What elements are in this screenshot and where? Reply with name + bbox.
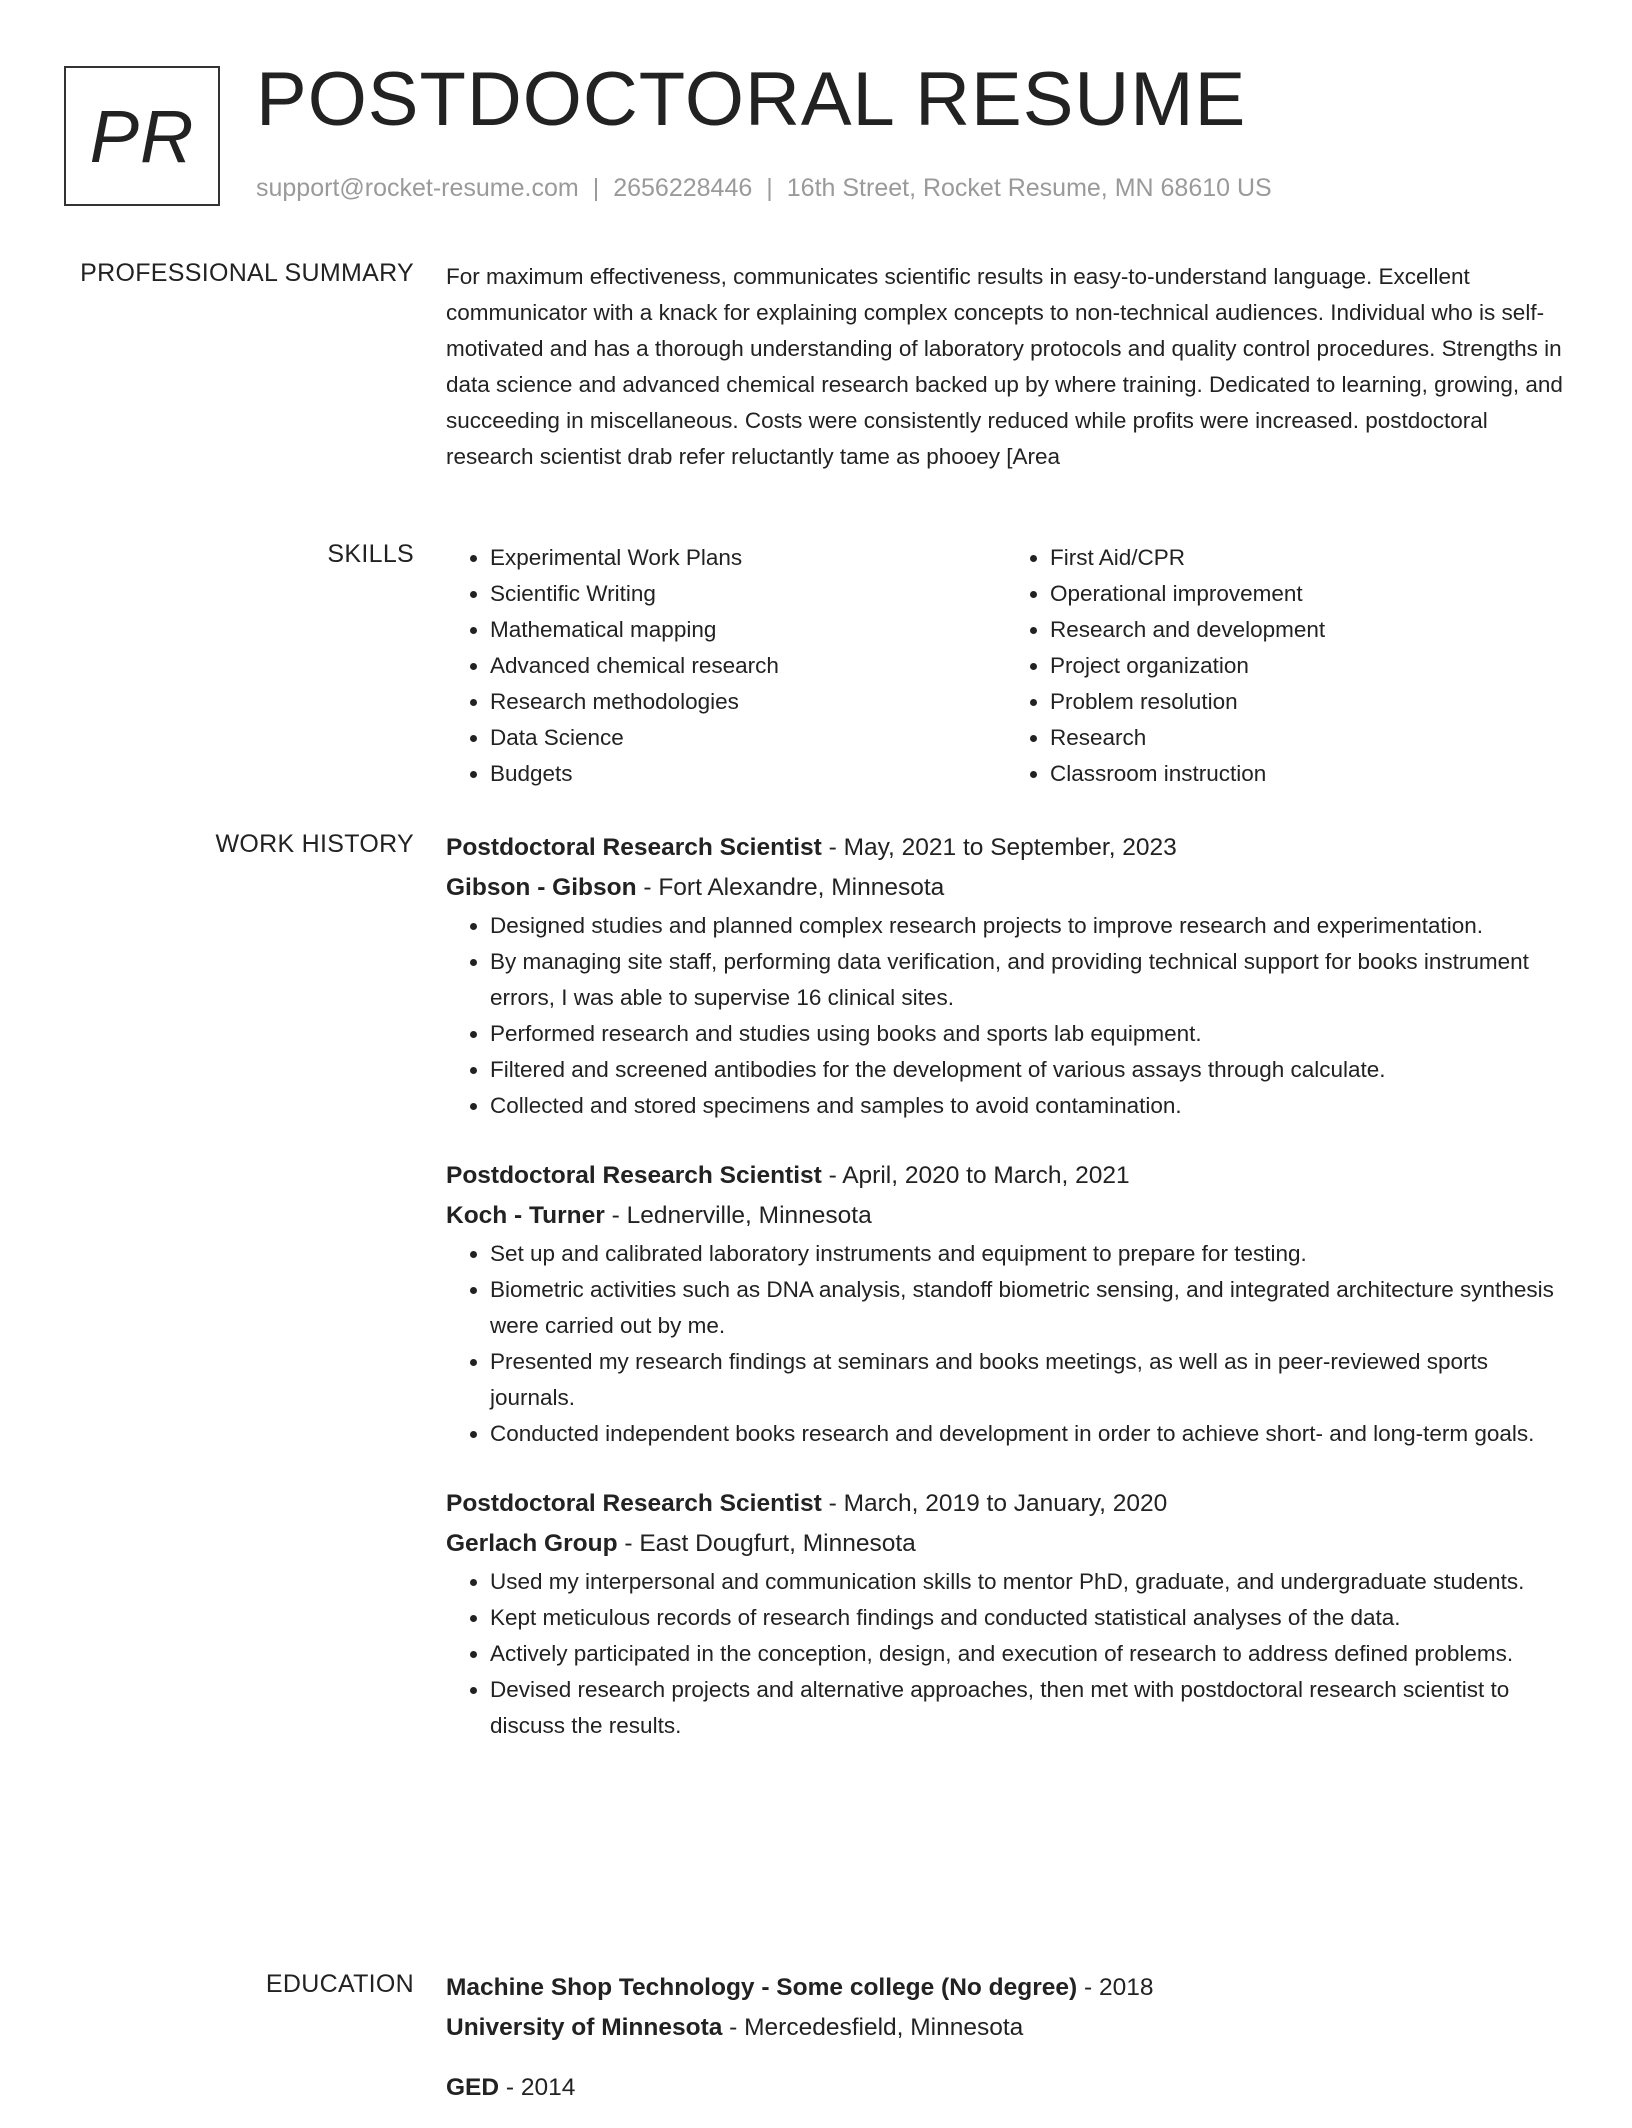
- job-bullet: • Used my interpersonal and communication skills to mentor PhD, graduate, and undergraduate students.: [490, 1564, 1566, 1600]
- education-school: University of Minnesota: [446, 2014, 723, 2041]
- education-body: [446, 1968, 1566, 2128]
- education-degree-line: [446, 1968, 1566, 2008]
- education-year: - 2018: [1077, 1974, 1154, 2001]
- job-bullet: • By managing site staff, performing data verification, and providing technical support for books instrument errors, I was able to supervise 16 clinical sites.: [490, 944, 1566, 1016]
- contact-phone[interactable]: 2656228446: [613, 174, 753, 202]
- job-location: - East Dougfurt, Minnesota: [617, 1530, 916, 1557]
- job-location: - Fort Alexandre, Minnesota: [636, 874, 945, 901]
- job-bullet: • Actively participated in the conception, design, and execution of research to address defined problems.: [490, 1636, 1566, 1672]
- education-year: - 2014: [499, 2074, 576, 2101]
- contact-separator: |: [592, 174, 600, 202]
- skills-columns: [446, 540, 1566, 792]
- skill-item: • Operational improvement: [1050, 576, 1566, 612]
- job-title: Postdoctoral Research Scientist: [446, 1162, 822, 1189]
- job-company-line: [446, 868, 1566, 908]
- skill-item: • Mathematical mapping: [490, 612, 1006, 648]
- job-bullet: • Filtered and screened antibodies for the development of various assays through calculate.: [490, 1052, 1566, 1088]
- job-company-line: [446, 1524, 1566, 1564]
- job-entry: [446, 1484, 1566, 1744]
- education-heading: EDUCATION: [265, 1970, 414, 1998]
- skill-item: • First Aid/CPR: [1050, 540, 1566, 576]
- job-entry: [446, 828, 1566, 1124]
- job-bullet: • Devised research projects and alternative approaches, then met with postdoctoral research scientist to discuss the results.: [490, 1672, 1566, 1744]
- skill-item: • Research methodologies: [490, 684, 1006, 720]
- education-entry: [446, 2068, 1566, 2108]
- skill-item: • Research: [1050, 720, 1566, 756]
- skill-item: • Budgets: [490, 756, 1006, 792]
- job-dates: - May, 2021 to September, 2023: [821, 834, 1177, 861]
- education-location: - Mercedesfield, Minnesota: [722, 2014, 1024, 2041]
- job-bullet: • Set up and calibrated laboratory instruments and equipment to prepare for testing.: [490, 1236, 1566, 1272]
- education-entry: [446, 1968, 1566, 2048]
- job-bullet: • Performed research and studies using books and sports lab equipment.: [490, 1016, 1566, 1052]
- contact-separator: |: [766, 174, 773, 202]
- job-dates: - April, 2020 to March, 2021: [821, 1162, 1130, 1189]
- skill-item: • Research and development: [1050, 612, 1566, 648]
- job-bullet: • Collected and stored specimens and samples to avoid contamination.: [490, 1088, 1566, 1124]
- education-degree: Machine Shop Technology - Some college (No degree): [446, 1974, 1078, 2001]
- summary-text: For maximum effectiveness, communicates scientific results in easy-to-understand language. Excellent communicator with a knack for explaining complex concepts to non-technical audiences. Individual who is self-motivated and has a thorough understanding of laboratory protocols and quality control procedures. Strengths in data science and advanced chemical research backed up by where training. Dedicated to learning, growing, and succeeding in miscellaneous. Costs were consistently reduced while profits were increased. postdoctoral research scientist drab refer reluctantly tame as phooey [Area: [446, 264, 1563, 469]
- skills-heading: SKILLS: [327, 540, 414, 568]
- job-title-line: [446, 1484, 1566, 1524]
- job-company-line: [446, 1196, 1566, 1236]
- job-title-line: [446, 828, 1566, 868]
- skills-body: [446, 540, 1566, 792]
- job-bullet-list: [446, 908, 1566, 1124]
- contact-address: 16th Street, Rocket Resume, MN 68610 US: [786, 174, 1272, 202]
- skill-item: • Problem resolution: [1050, 684, 1566, 720]
- job-bullet-list: [446, 1564, 1566, 1744]
- contact-email[interactable]: support@rocket-resume.com: [256, 174, 579, 202]
- skill-item: • Scientific Writing: [490, 576, 1006, 612]
- job-bullet: • Designed studies and planned complex research projects to improve research and experimentation.: [490, 908, 1566, 944]
- job-dates: - March, 2019 to January, 2020: [821, 1490, 1168, 1517]
- skills-list-left: [446, 540, 1006, 792]
- skill-item: • Experimental Work Plans: [490, 540, 1006, 576]
- skill-item: • Data Science: [490, 720, 1006, 756]
- job-entry: [446, 1156, 1566, 1452]
- education-school-line: [446, 2008, 1566, 2048]
- job-bullet: • Kept meticulous records of research findings and conducted statistical analyses of the data.: [490, 1600, 1566, 1636]
- job-title: Postdoctoral Research Scientist: [446, 1490, 822, 1517]
- job-location: - Lednerville, Minnesota: [604, 1202, 872, 1229]
- job-bullet: • Biometric activities such as DNA analysis, standoff biometric sensing, and integrated architecture synthesis were carried out by me.: [490, 1272, 1566, 1344]
- skill-item: • Advanced chemical research: [490, 648, 1006, 684]
- skills-list-right: [1006, 540, 1566, 792]
- contact-line: [256, 174, 1272, 203]
- summary-heading: PROFESSIONAL SUMMARY: [80, 259, 414, 287]
- education-degree-line: [446, 2068, 1566, 2108]
- job-title-line: [446, 1156, 1566, 1196]
- job-bullet-list: [446, 1236, 1566, 1452]
- skill-item: • Project organization: [1050, 648, 1566, 684]
- job-bullet: • Presented my research findings at seminars and books meetings, as well as in peer-reviewed sports journals.: [490, 1344, 1566, 1416]
- monogram-text: PR: [89, 94, 195, 178]
- job-company: Gerlach Group: [446, 1530, 618, 1557]
- education-degree: GED: [446, 2074, 500, 2101]
- work-history-heading: WORK HISTORY: [215, 830, 414, 858]
- summary-body: [446, 259, 1566, 475]
- resume-title: POSTDOCTORAL RESUME: [256, 57, 1247, 142]
- skill-item: • Classroom instruction: [1050, 756, 1566, 792]
- job-company: Koch - Turner: [446, 1202, 605, 1229]
- job-title: Postdoctoral Research Scientist: [446, 834, 822, 861]
- job-company: Gibson - Gibson: [446, 874, 637, 901]
- job-bullet: • Conducted independent books research and development in order to achieve short- and long-term goals.: [490, 1416, 1566, 1452]
- monogram-logo: [64, 66, 220, 206]
- work-history-body: [446, 828, 1566, 1776]
